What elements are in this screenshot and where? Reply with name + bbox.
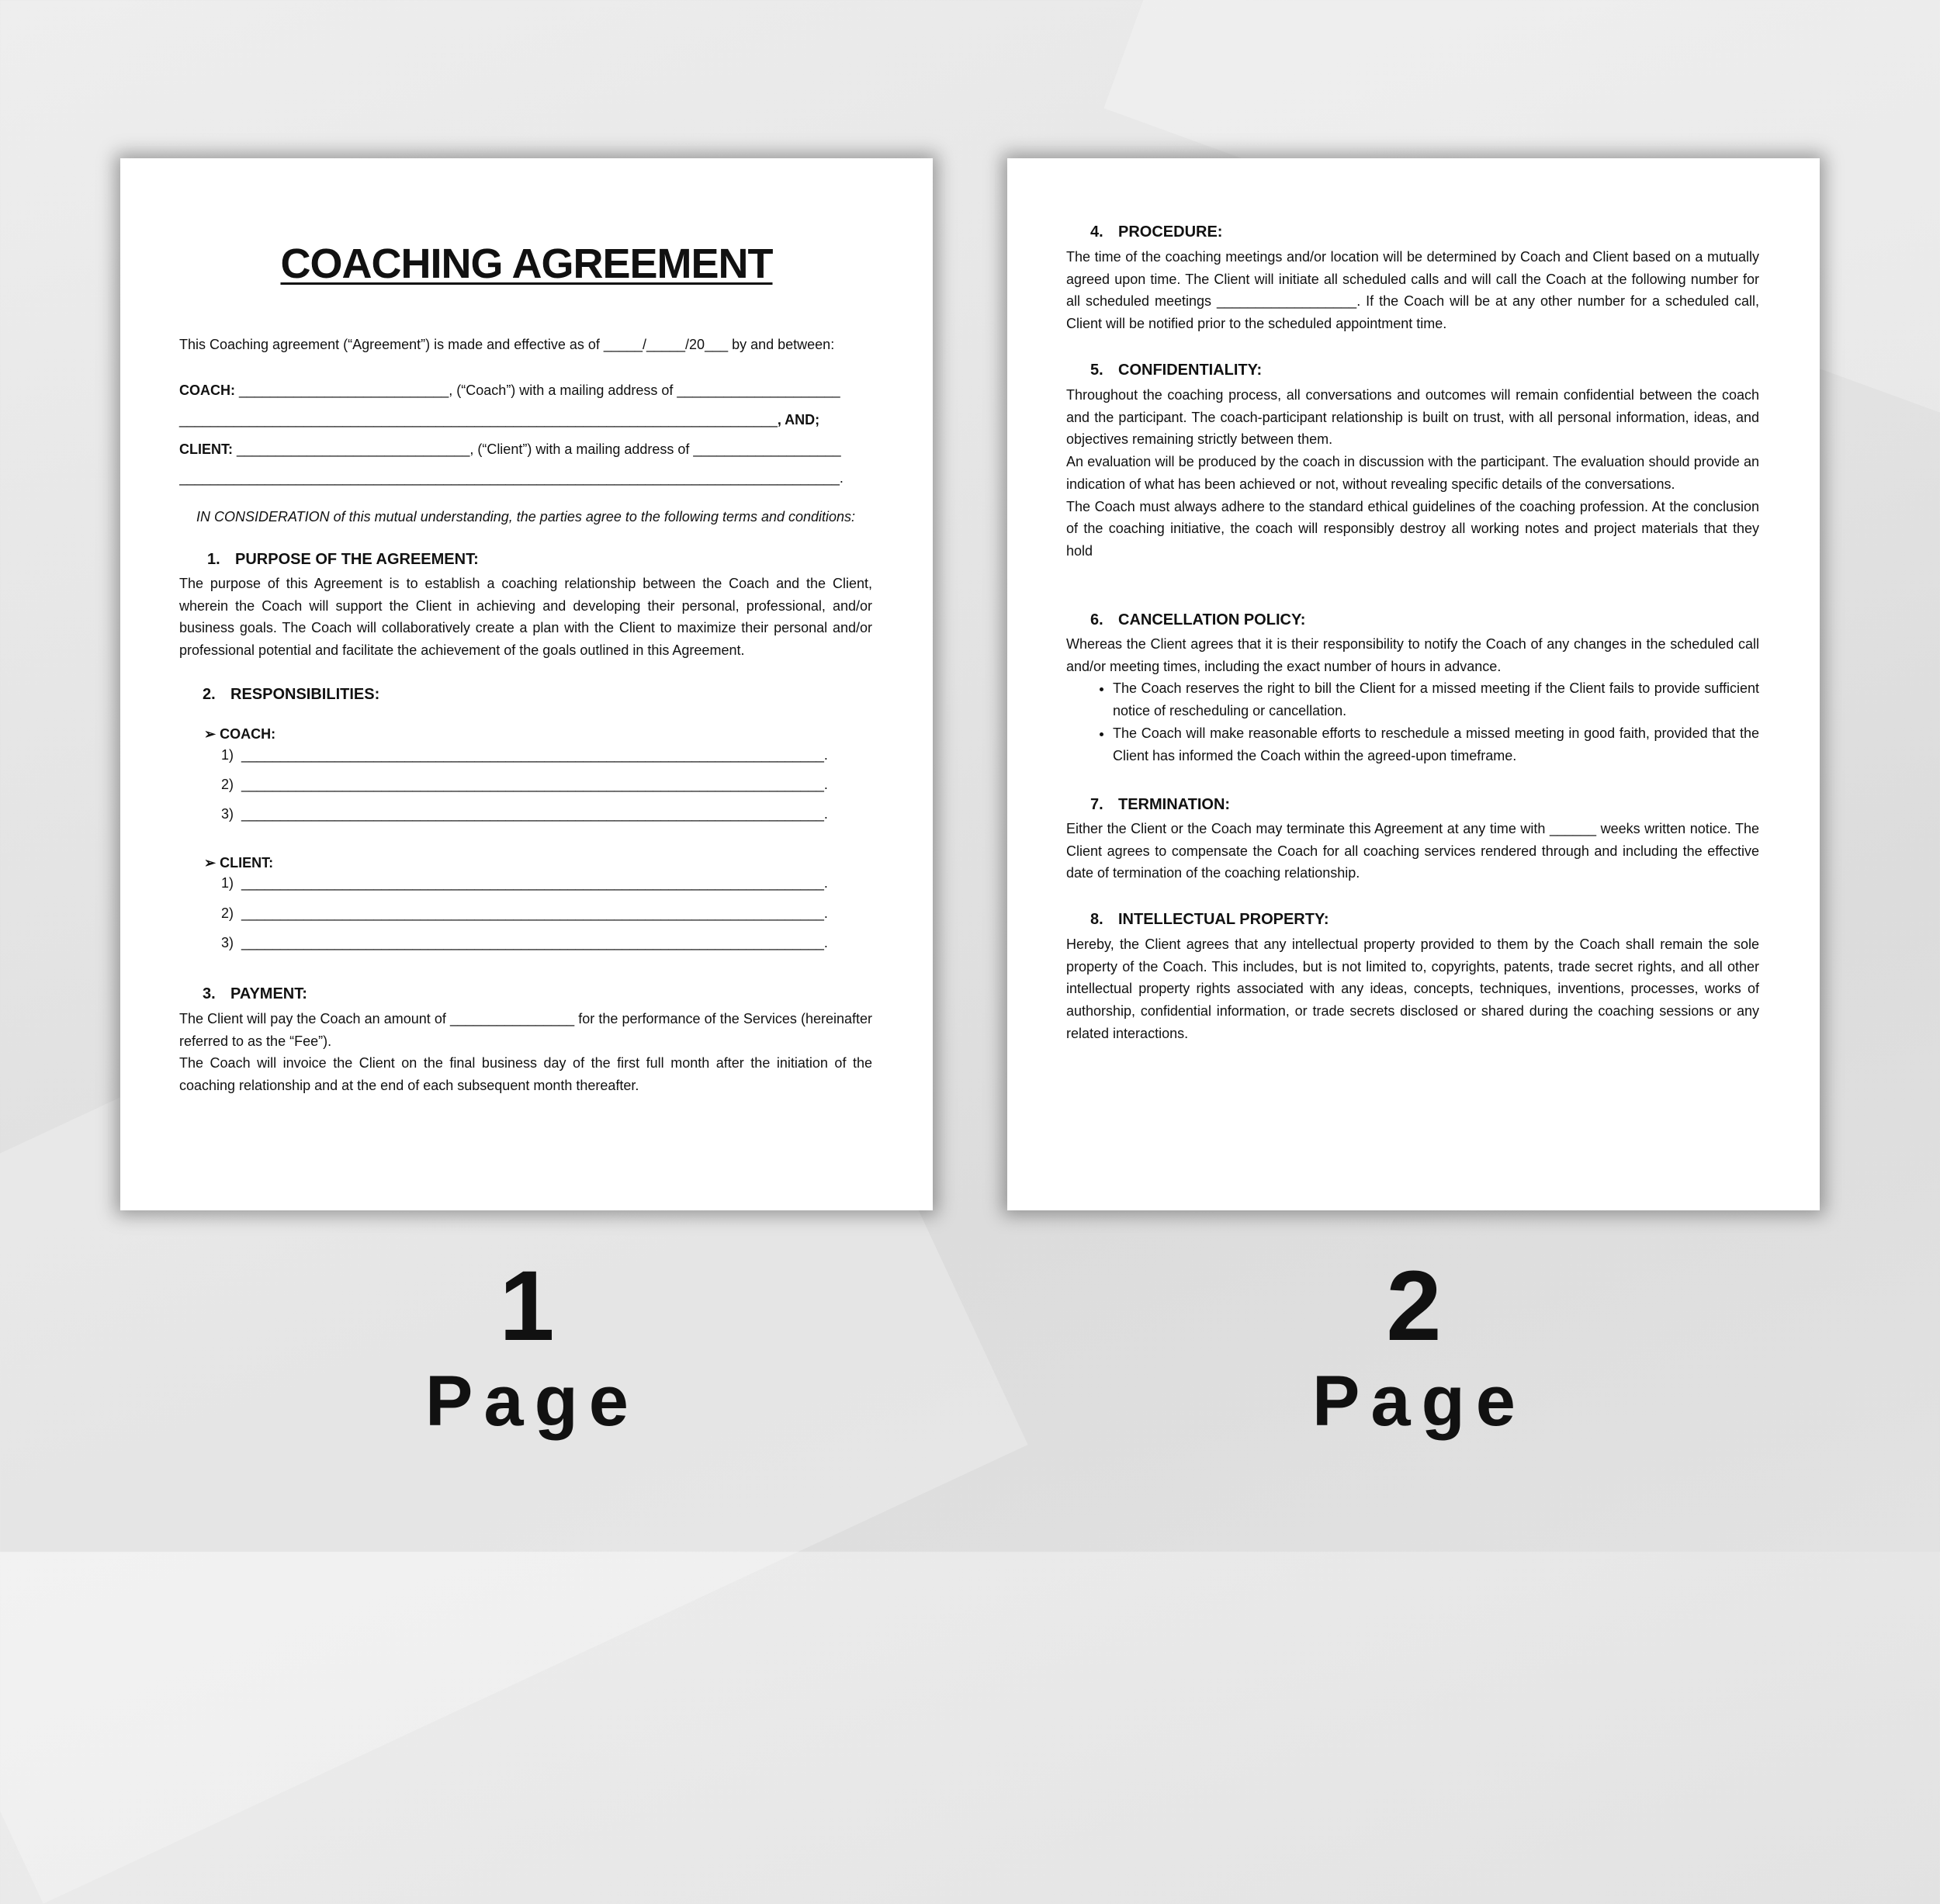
section-number: 1. [207,551,220,568]
section-2-heading [203,684,896,706]
arrow-bullet-icon: ➢ [204,726,220,742]
client-address-blank: _____________________________________________________________________________________. [179,470,844,486]
consideration-text [179,506,872,528]
client-label: CLIENT: [179,441,233,457]
item-number: 1) [221,747,234,763]
section-number: 6. [1090,611,1103,628]
section-title: PROCEDURE: [1118,223,1223,241]
client-field-blank: ______________________________, (“Client”) with a mailing address of ___________________ [233,441,841,457]
page-2-label: Page [1312,1362,1526,1441]
section-1-heading [207,549,900,571]
coach-field-line [179,379,872,402]
item-blank: ___________________________________________________________________________. [241,935,828,950]
item-number: 1) [221,875,234,891]
page-2-number: 2 [1386,1251,1442,1362]
payment-paragraph-1: The Client will pay the Coach an amount of ________________ for the performance of the Services (hereinafter referred to as the “Fee”). [179,1011,872,1049]
client-item-3 [221,935,828,951]
section-8-heading [1090,909,1783,931]
cancellation-bullet-list [1066,677,1759,767]
confidentiality-paragraph-2: An evaluation will be produced by the coach in discussion with the participant. The evaluation should provide an indication of what has been achieved or not, without revealing specific details of the conversations. [1066,454,1759,492]
coach-item-2 [221,777,828,793]
section-7-text: Either the Client or the Coach may terminate this Agreement at any time with ______ weeks written notice. The Client agrees to compensate the Coach for all coaching services rendered through and including the effective date of termination of the coaching relationship. [1066,821,1759,881]
bullet-item: • The Coach will make reasonable efforts to reschedule a missed meeting in good faith, provided that the Client has informed the Coach within the agreed-upon timeframe. [1113,722,1759,767]
section-title: TERMINATION: [1118,796,1231,813]
subheading-label: CLIENT: [220,855,274,871]
section-number: 8. [1090,911,1103,928]
item-blank: ___________________________________________________________________________. [241,747,828,763]
item-number: 2) [221,777,234,792]
section-title: RESPONSIBILITIES: [230,686,380,703]
section-title: INTELLECTUAL PROPERTY: [1118,911,1329,928]
and-label: , AND; [777,412,820,428]
item-blank: ___________________________________________________________________________. [241,875,828,891]
section-7-heading [1090,794,1783,816]
arrow-bullet-icon: ➢ [204,855,220,871]
payment-paragraph-2: The Coach will invoice the Client on the final business day of the first full month after the initiation of the coaching relationship and at the end of each subsequent month thereafter. [179,1055,872,1094]
section-title: CANCELLATION POLICY: [1118,611,1306,628]
section-number: 7. [1090,796,1103,813]
section-number: 2. [203,686,216,703]
page-1-label: Page [425,1362,639,1441]
page-1-number: 1 [499,1251,555,1362]
coach-item-3 [221,806,828,822]
section-4-heading [1090,221,1783,244]
section-number: 4. [1090,223,1103,241]
confidentiality-paragraph-3: The Coach must always adhere to the standard ethical guidelines of the coaching profession. At the conclusion of the coaching initiative, the coach will responsibly destroy all working notes and project materials that they hold [1066,498,1759,559]
section-title: CONFIDENTIALITY: [1118,362,1263,379]
client-item-2 [221,905,828,922]
item-number: 3) [221,935,234,950]
section-6-text [1066,633,1759,767]
coach-address-line [179,409,872,431]
item-number: 3) [221,806,234,822]
coach-responsibilities-subheading [204,723,897,746]
section-8-text: Hereby, the Client agrees that any intellectual property provided to them by the Coach shall remain the sole property of the Coach. This includes, but is not limited to, copyrights, patents, trade secret rights, and all other intellectual property rights associated with any ideas, concepts, techniques, inventions, processes, works of authorship, confidential information, or trade secrets disclosed or shared during the coaching sessions or any related interactions. [1066,936,1759,1041]
consideration-lead: IN CONSIDERATION [196,509,330,524]
coach-label: COACH: [179,383,235,398]
section-5-heading [1090,359,1783,382]
section-3-text [179,1008,872,1097]
document-page-2 [1007,158,1820,1210]
section-title: PURPOSE OF THE AGREEMENT: [235,551,479,568]
bullet-item: • The Coach reserves the right to bill the Client for a missed meeting if the Client fails to provide sufficient notice of rescheduling or cancellation. [1113,677,1759,722]
client-item-1 [221,875,828,891]
section-4-text: The time of the coaching meetings and/or location will be determined by Coach and Client based on a mutually agreed upon time. The Client will initiate all scheduled calls and will call the Coach at the following number for all scheduled meetings __________________. If the Coach will be at any other number for a scheduled call, Client will be notified prior to the scheduled appointment time. [1066,249,1759,332]
item-number: 2) [221,905,234,921]
section-3-heading [203,983,896,1006]
coach-field-blank: ___________________________, (“Coach”) with a mailing address of _____________________ [235,383,840,398]
item-blank: ___________________________________________________________________________. [241,806,828,822]
item-blank: ___________________________________________________________________________. [241,777,828,792]
coach-item-1 [221,747,828,763]
section-number: 3. [203,985,216,1002]
intro-text: This Coaching agreement (“Agreement”) is made and effective as of _____/_____/20___ by and between: [179,337,835,352]
section-1-text: The purpose of this Agreement is to establish a coaching relationship between the Coach and the Client, wherein the Coach will support the Client in achieving and developing their personal, professional, and/or business goals. The Coach will collaboratively create a plan with the Client to maximize their personal and/or professional potential and facilitate the achievement of the goals outlined in this Agreement. [179,576,872,659]
consideration-rest: of this mutual understanding, the parties agree to the following terms and conditions: [329,509,856,524]
client-responsibilities-subheading [204,852,897,874]
client-field-line [179,438,872,461]
section-6-heading [1090,609,1783,632]
coach-address-blank: _____________________________________________________________________________ [179,412,778,428]
section-number: 5. [1090,362,1103,379]
confidentiality-paragraph-1: Throughout the coaching process, all conversations and outcomes will remain confidential between the coach and the participant. The coach-participant relationship is built on trust, with all personal information, ideas, and objectives remaining strictly between them. [1066,387,1759,448]
cancellation-paragraph: Whereas the Client agrees that it is their responsibility to notify the Coach of any changes in the scheduled call and/or meeting times, including the exact number of hours in advance. [1066,636,1759,674]
section-5-text [1066,384,1759,563]
section-title: PAYMENT: [230,985,307,1002]
document-page-1 [120,158,933,1210]
item-blank: ___________________________________________________________________________. [241,905,828,921]
document-title: COACHING AGREEMENT [280,241,773,287]
subheading-label: COACH: [220,726,276,742]
